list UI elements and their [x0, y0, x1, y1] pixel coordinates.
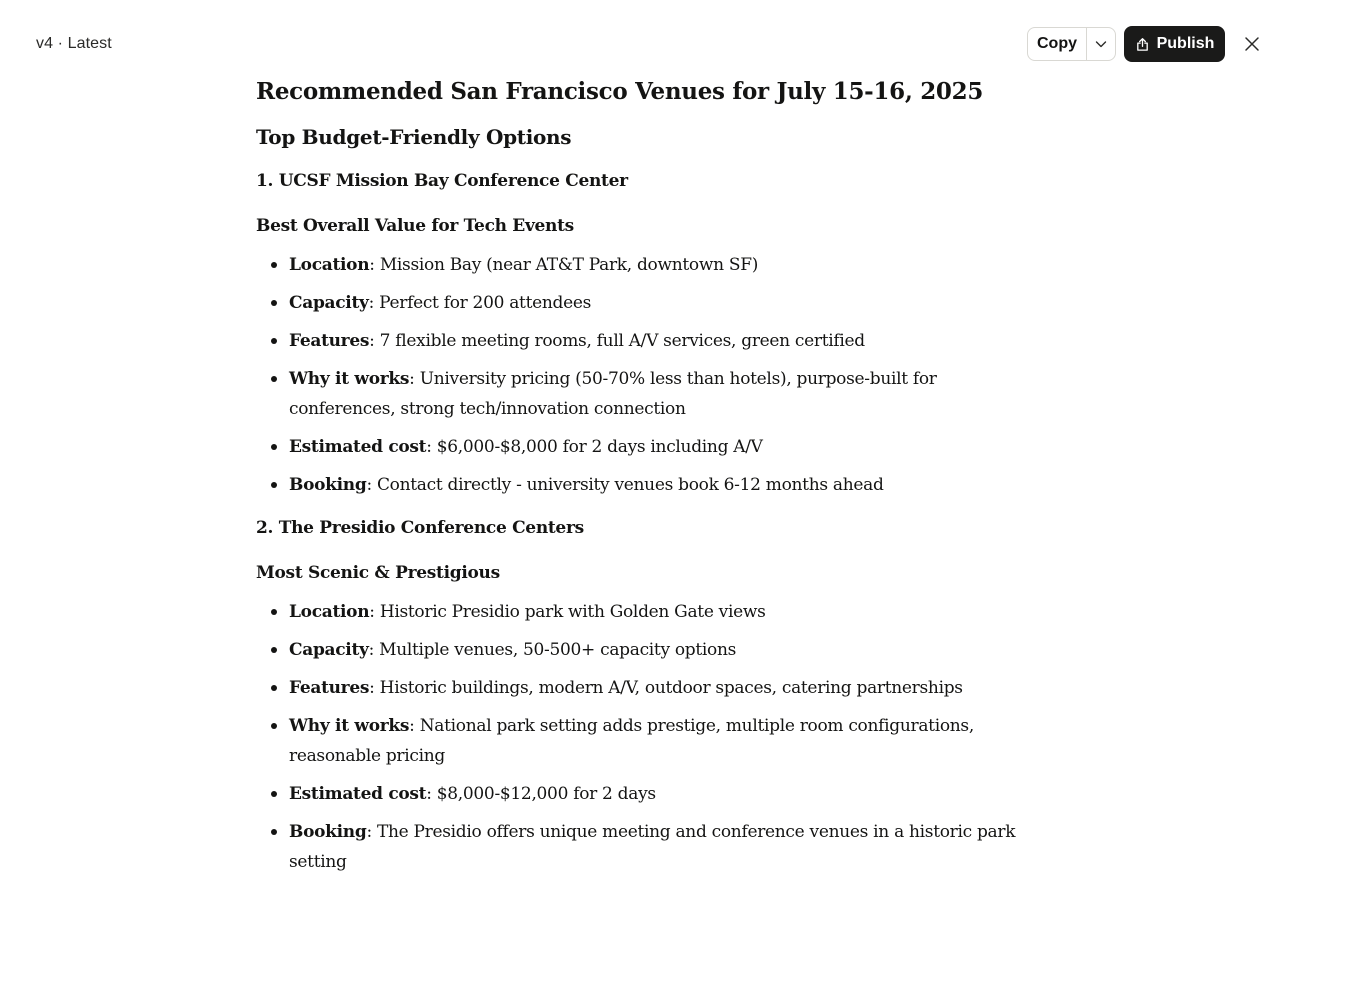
- list-item: [256, 597, 1026, 627]
- list-item: [256, 432, 1026, 462]
- list-item: [256, 326, 1026, 356]
- list-item: [256, 673, 1026, 703]
- venue-details-list: [256, 250, 1026, 500]
- bullet-icon: [271, 338, 277, 344]
- item-text: : Perfect for 200 attendees: [368, 293, 592, 313]
- item-key: Capacity: [289, 640, 369, 660]
- item-text: : Historic buildings, modern A/V, outdoor spaces, catering partnerships: [369, 678, 963, 698]
- item-text: : $8,000-$12,000 for 2 days: [426, 784, 656, 804]
- venue-section: [256, 167, 1026, 500]
- item-text: : Multiple venues, 50-500+ capacity options: [368, 640, 737, 660]
- item-text: : University pricing (50-70% less than hotels), purpose-built for conferences, strong tech/innovation connection: [289, 369, 937, 419]
- venue-section: [256, 514, 1026, 877]
- bullet-icon: [271, 829, 277, 835]
- venue-subheading: Best Overall Value for Tech Events: [256, 216, 574, 236]
- artifact-document: [256, 72, 1026, 885]
- list-item: [256, 711, 1026, 771]
- item-text: : Contact directly - university venues book 6-12 months ahead: [366, 475, 884, 495]
- bullet-icon: [271, 791, 277, 797]
- list-item: [256, 250, 1026, 280]
- item-text: : National park setting adds prestige, multiple room configurations, reasonable pricing: [289, 716, 974, 766]
- list-item: [256, 288, 1026, 318]
- bullet-icon: [271, 262, 277, 268]
- list-item: [256, 470, 1026, 500]
- item-key: Location: [289, 255, 370, 275]
- item-text: : $6,000-$8,000 for 2 days including A/V: [426, 437, 763, 457]
- item-text: : 7 flexible meeting rooms, full A/V services, green certified: [369, 331, 865, 351]
- close-button[interactable]: [1240, 32, 1264, 56]
- share-upload-icon: [1135, 37, 1150, 52]
- bullet-icon: [271, 647, 277, 653]
- copy-button-group: [1027, 27, 1116, 61]
- item-key: Why it works: [289, 369, 410, 389]
- venue-heading: 1. UCSF Mission Bay Conference Center: [256, 171, 628, 191]
- bullet-icon: [271, 376, 277, 382]
- item-text: : The Presidio offers unique meeting and conference venues in a historic park setting: [289, 822, 1016, 872]
- list-item: [256, 779, 1026, 809]
- bullet-icon: [271, 609, 277, 615]
- item-key: Capacity: [289, 293, 369, 313]
- item-key: Estimated cost: [289, 437, 427, 457]
- item-text: : Historic Presidio park with Golden Gate views: [369, 602, 766, 622]
- venue-subheading: Most Scenic & Prestigious: [256, 563, 500, 583]
- list-item: [256, 364, 1026, 424]
- item-text: : Mission Bay (near AT&T Park, downtown SF): [369, 255, 759, 275]
- item-key: Estimated cost: [289, 784, 427, 804]
- bullet-icon: [271, 300, 277, 306]
- item-key: Location: [289, 602, 370, 622]
- publish-label: Publish: [1156, 35, 1215, 52]
- item-key: Features: [289, 678, 370, 698]
- item-key: Features: [289, 331, 370, 351]
- close-icon: [1244, 36, 1260, 52]
- document-title: Recommended San Francisco Venues for July 15-16, 2025: [256, 78, 984, 105]
- item-key: Why it works: [289, 716, 410, 736]
- venue-heading: 2. The Presidio Conference Centers: [256, 518, 584, 538]
- item-key: Booking: [289, 822, 367, 842]
- section-title: Top Budget-Friendly Options: [256, 125, 572, 149]
- venue-details-list: [256, 597, 1026, 877]
- copy-button[interactable]: Copy: [1028, 28, 1087, 60]
- version-label[interactable]: v4 · Latest: [36, 35, 112, 52]
- list-item: [256, 635, 1026, 665]
- bullet-icon: [271, 685, 277, 691]
- item-key: Booking: [289, 475, 367, 495]
- bullet-icon: [271, 444, 277, 450]
- bullet-icon: [271, 723, 277, 729]
- chevron-down-icon: [1094, 37, 1108, 51]
- publish-button[interactable]: [1124, 26, 1225, 62]
- list-item: [256, 817, 1026, 877]
- bullet-icon: [271, 482, 277, 488]
- copy-options-dropdown[interactable]: [1087, 28, 1115, 60]
